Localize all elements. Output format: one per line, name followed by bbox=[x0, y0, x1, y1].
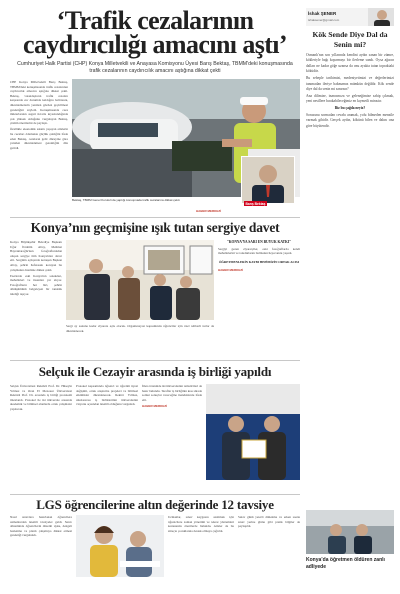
columnist-block bbox=[306, 8, 394, 594]
body-col bbox=[10, 515, 72, 591]
side-news bbox=[306, 510, 394, 590]
body-col bbox=[10, 80, 68, 208]
columnist-name: İshak ŞENER bbox=[308, 11, 337, 16]
columnist-header bbox=[306, 8, 394, 26]
column-subhead: Biz bu çağda neyiz? bbox=[334, 106, 366, 111]
quote-body: Sergiyi gezen ziyaretçiler, eski fotoğraflarda kendi mahallelerini ve tanıdıklarını bulmanın heyecanını yaşadı. bbox=[218, 246, 300, 256]
deck: Cumhuriyet Halk Partisi (CHP) Konya Milletvekili ve Anayasa Komisyonu Üyesi Barış Bektaş, TBMM'deki konuşmasında trafik cezalarının caydırıcılık amacını aştığına dikkat çekti bbox=[17, 61, 293, 75]
exhibition-photo bbox=[66, 240, 214, 320]
body-para: İmza töreninde iki üniversitenin temsilcileri de hazır bulundu. Taraflar iş birliğinin kısa sürede somut sonuçlar vereceğine inandıklarını ifade etti. bbox=[142, 384, 202, 402]
subhead: ÖĞRETMENLERİN KAYBI HEPİMİZİN ORTAK ACISI bbox=[218, 259, 300, 264]
side-news-title: Konya’da öğretmen öldüren zanlı adliyede bbox=[306, 557, 385, 570]
body-para: Konya Büyükşehir Belediye Başkanı Uğur İbrahim Altay, Mehmet Bayraktaroğlu'nun fotoğraflarından oluşan sergiye tüm Konyalıları davet etti. Serginin açılışında konuşan Başkan Altay, şehrin hafızasını koruyan bu çalışmanın önemine dikkat çekti. bbox=[10, 240, 62, 272]
column-para: Sorusunu sormadan cevabı aramak, yolu bilmeden menzile varmak gibidir. Gerçek aydın, kökünü bilen ve dalını ona göre büyütendir. bbox=[306, 113, 394, 128]
section-divider bbox=[10, 217, 300, 218]
article-selcuk bbox=[10, 364, 300, 492]
columnist-email: ishaksener@gmail.com bbox=[308, 18, 340, 22]
body-para: Selçuk Üniversitesi Rektörü Prof. Dr. Hüseyin Yılmaz ve Oran El Mezouar Üniversitesi Rektörü Prof. Dr. arasında iş birliği protokolü imzalandı. Protokol ile iki üniversite arasında akademik ve bilimsel alanlarda ortak çalışmalar yapılacak. bbox=[10, 384, 72, 411]
portrait-photo bbox=[241, 156, 295, 204]
reporter-label: HABER MERKEZİ bbox=[218, 268, 244, 273]
body-para: CHP Konya Milletvekili Barış Bektaş, TBMM'deki konuşmasında trafik cezalarının caydırıcılık amacını aştığına dikkat çekti. Bektaş, vatandaşların trafik cezaları karşısında zor durumda kaldığını belirterek, düzenlemelerin yeniden gözden geçirilmesi gerektiğini söyledi. Konuşmasında ceza miktarlarının asgari ücretle kıyaslandığında çok yüksek olduğunu vurgulayan Bektaş, çözüm önerilerini de paylaştı. bbox=[10, 80, 68, 126]
article-lgs bbox=[10, 497, 300, 592]
column-title: Kök Sende Diye Dal da Senin mi? bbox=[312, 30, 388, 49]
body-col bbox=[168, 515, 234, 591]
column-para: Bu sebeple tarihimizi, medeniyetimizi ve değerlerimizi tanımadan ileriye bakmamız mümkün değildir. Kök sende diye dal da senin mi sanırsın? bbox=[306, 76, 394, 91]
columnist-avatar bbox=[368, 8, 394, 26]
body-para: Özellikle ekonomik sıkıntı yaşayan ailelerin bu cezaları ödemekte güçlük çektiğini ifade eden Bektaş, cezaların gelir düzeyine göre yeniden düzenlenmesi gerektiğini dile getirdi. bbox=[10, 127, 68, 150]
body-col bbox=[10, 384, 72, 488]
reporter-label: HABER MERKEZİ bbox=[196, 209, 222, 213]
body-para: Eserlerde eski Konya'nın sokakları, mahalleleri ve insanları yer alıyor. Fotoğrafların her biri, şehrin dönüşümünü belgeleyen bir tanıklık niteliği taşıyor. bbox=[10, 273, 62, 297]
headline: LGS öğrencilerine altın değerinde 12 tavsiye bbox=[36, 497, 274, 512]
body-para: Sınav günü yeterli dinlenme ve erken saatte sınav yerine gitme gibi pratik bilgiler de paylaşıldı. bbox=[238, 515, 300, 529]
column-para: Ana dilimize, inancımıza ve geleneğimize sahip çıkmak, yeni nesillere bırakabileceğimiz en kıymetli mirastır. bbox=[306, 93, 394, 104]
body-col bbox=[142, 384, 202, 488]
column-para: Osmanlı'nın son yıllarında kendini aydın sanan bir zümre, kökleriyle bağı koparmayı bir ilerleme sandı. Oysa ağacın dalları ne kadar göğe uzansa da onu ayakta tutan topraktaki köküdür. bbox=[306, 53, 394, 74]
body-para: Nasıl sınavlara hazırlanan öğrencilere uzmanlardan önemli tavsiyeler geldi. Sınav döneminde öğrencilerin düzenli uyku, dengeli beslenme ve planlı çalışmaya dikkat etmesi gerektiği vurgulandı. bbox=[10, 515, 72, 538]
body-col bbox=[76, 384, 138, 488]
name-tag: Barış Bektaş bbox=[245, 201, 266, 206]
body-para: Sergi ay sonuna kadar ziyarete açık olacak. Organizasyon kapsamında öğrenciler için özel rehberli turlar da düzenlenecek. bbox=[66, 324, 214, 333]
headline: Selçuk ile Cezayir arasında iş birliği yapıldı bbox=[38, 364, 272, 379]
body-col bbox=[238, 515, 300, 591]
photo-caption: Bektaş, TBMM Genel Kurulu'nda yaptığı konuşmada trafik cezalarına dikkat çekti. bbox=[72, 199, 181, 202]
section-divider bbox=[10, 360, 300, 361]
side-news-photo bbox=[306, 510, 394, 554]
headline: Konya’nın geçmişine ışık tutan sergiye davet bbox=[30, 220, 280, 235]
article-trafik bbox=[10, 8, 300, 213]
quote-block bbox=[218, 240, 300, 354]
headline-line1: ‘Trafik cezalarının bbox=[56, 6, 254, 35]
body-col bbox=[10, 240, 62, 352]
ceremony-photo bbox=[206, 384, 300, 480]
reporter-label: HABER MERKEZİ bbox=[142, 403, 168, 408]
body-para: Uzmanlar, sınav kaygısını azaltmak için öğrencilere zaman yönetimi ve tekrar yöntemleri konusunda önerilerde bulundu. Aileler de bu süreçte çocuklarına destek olmaya çağrıldı. bbox=[168, 515, 234, 533]
section-divider bbox=[10, 494, 300, 495]
body-col bbox=[66, 324, 214, 354]
headline-line2: caydırıcılığı amacını aştı’ bbox=[23, 30, 287, 59]
students-photo bbox=[76, 515, 164, 577]
article-sergi bbox=[10, 220, 300, 356]
body-para: Protokol kapsamında öğrenci ve öğretim üyesi değişimi, ortak araştırma projeleri ve bilimsel etkinlikler düzenlenecek. Rektör Yılmaz, uluslararası iş birliklerinin üniversitenin vizyonu açısından önemli olduğunu vurguladı. bbox=[76, 384, 138, 407]
quote-title: "KONYA’YA SARİ EN BÜYÜK KATKI" bbox=[226, 240, 292, 244]
